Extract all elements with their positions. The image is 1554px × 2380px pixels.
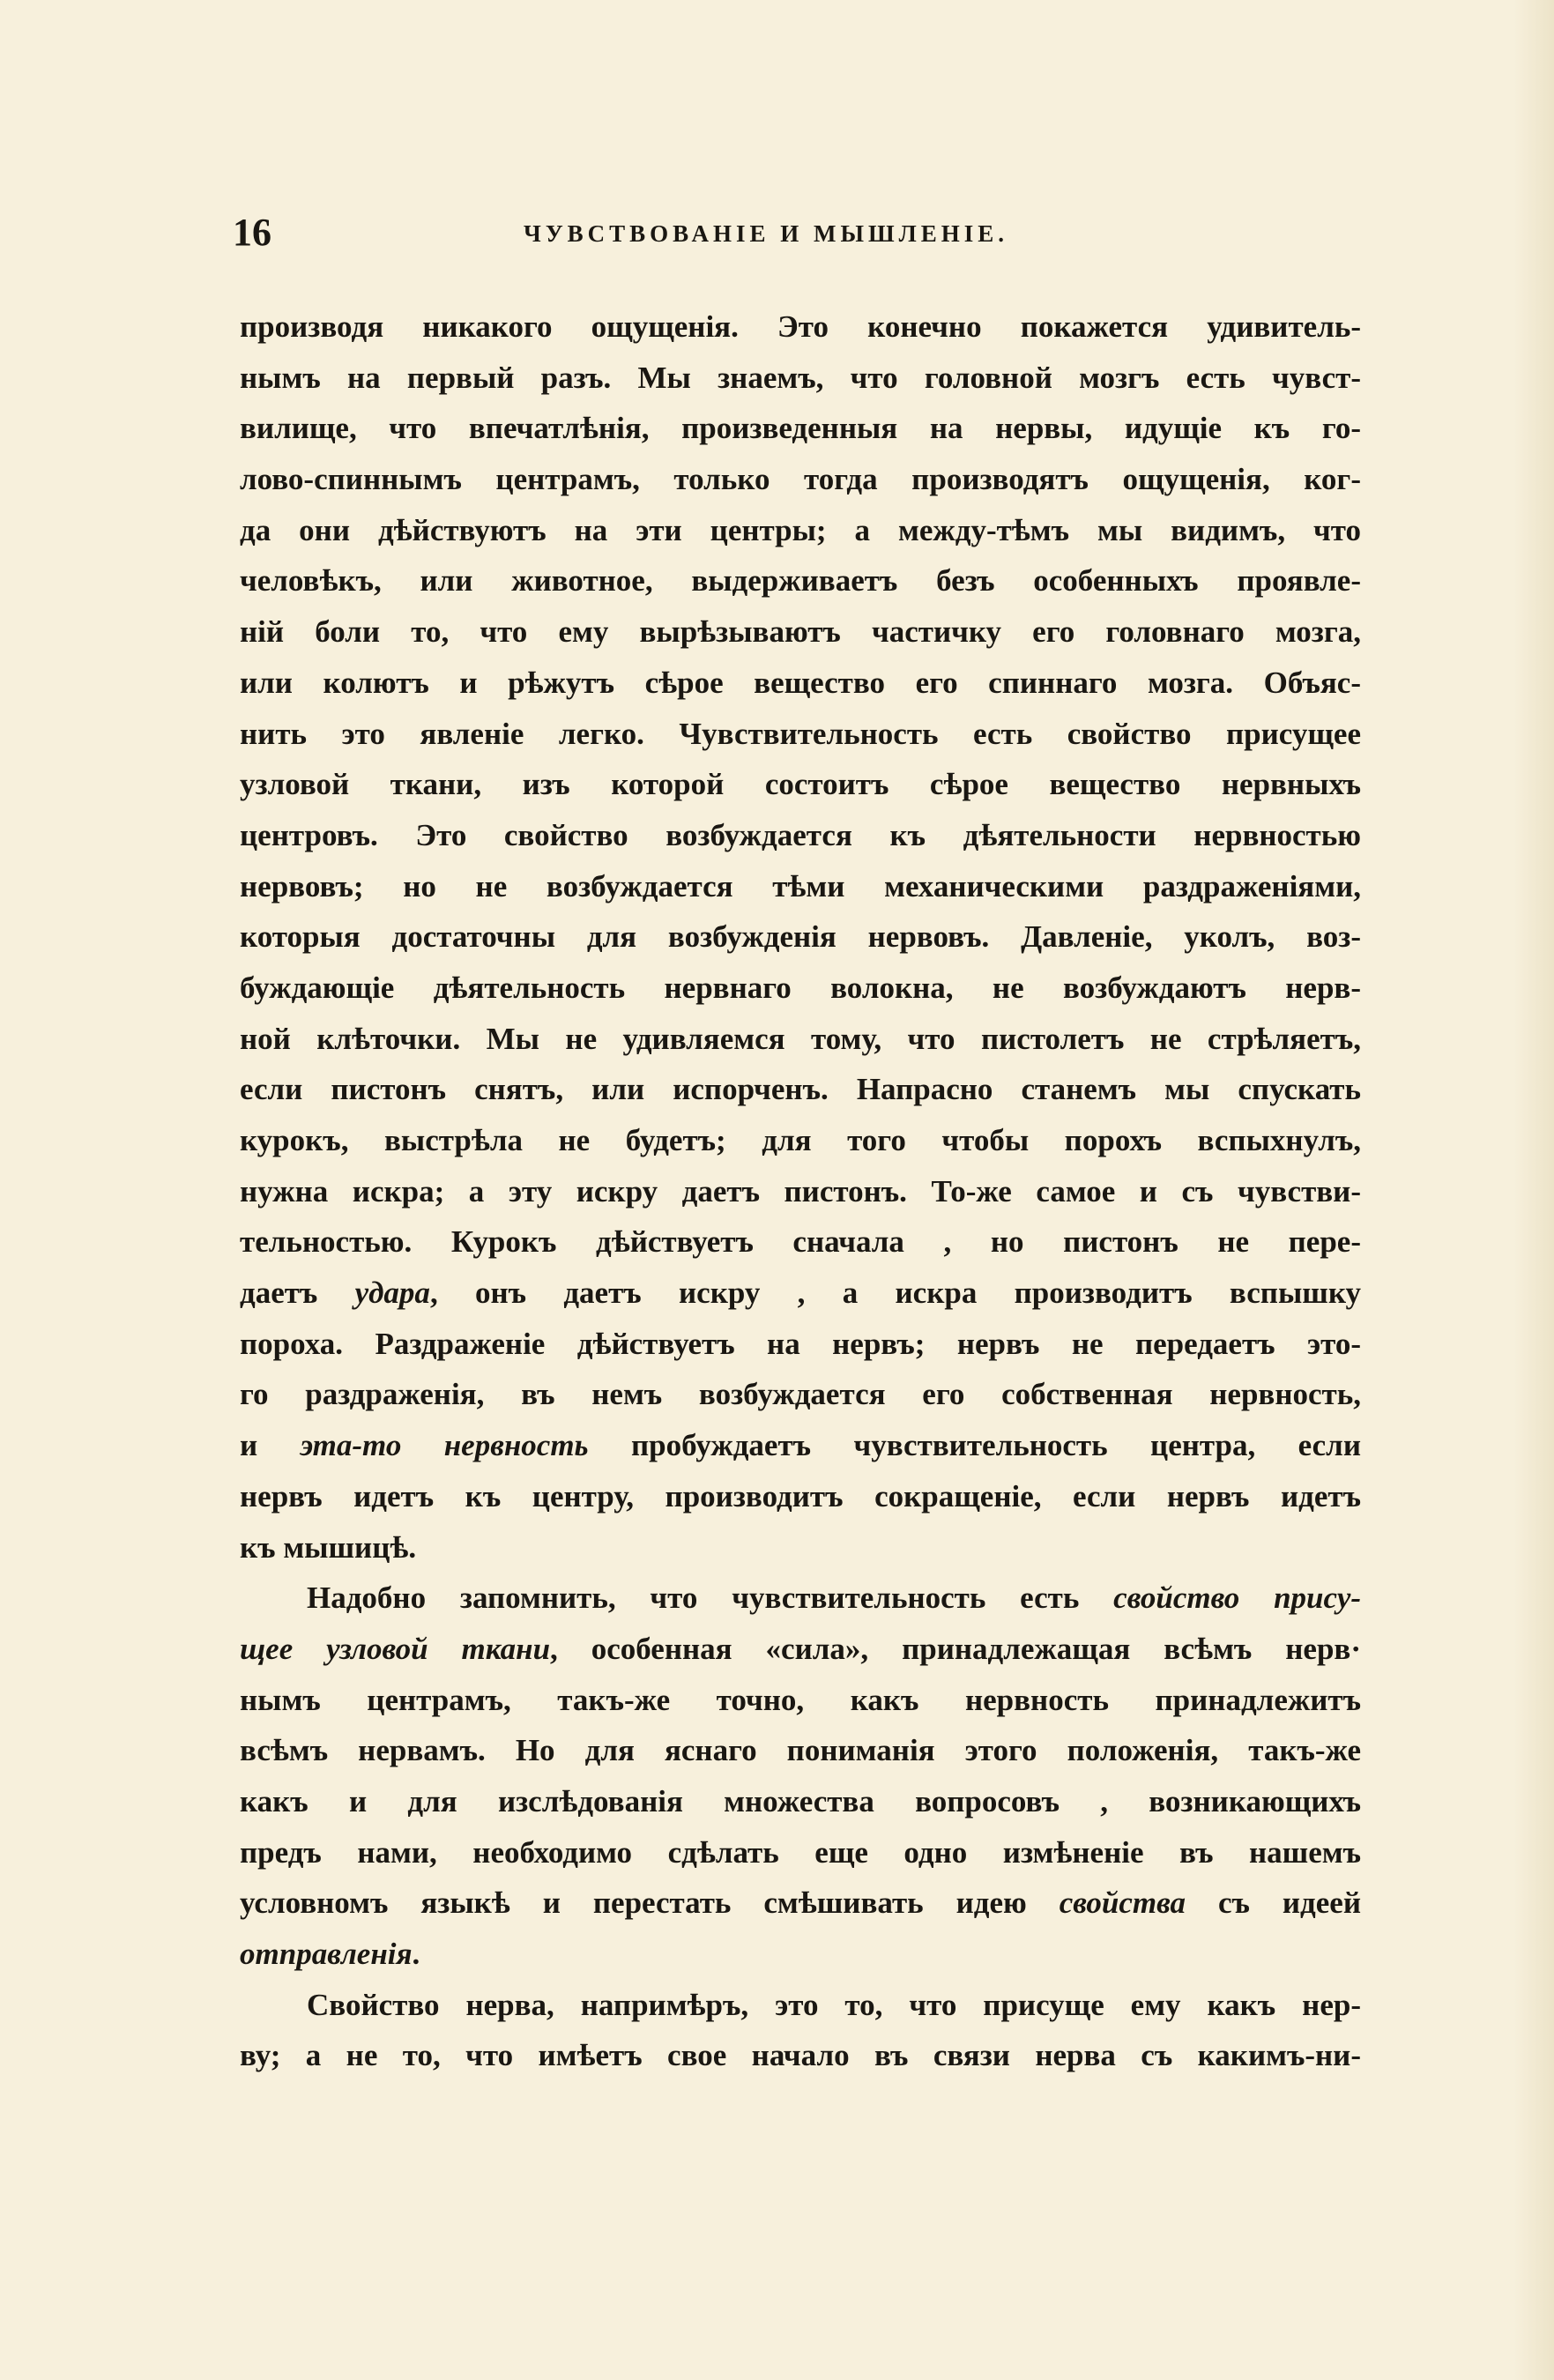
text-line bbox=[240, 1573, 1361, 1624]
text-run: , онъ даетъ искру , а искра производитъ вспышку bbox=[429, 1276, 1361, 1311]
page-number: 16 bbox=[233, 211, 271, 254]
text-line: нымъ на первый разъ. Мы знаемъ, что головной мозгъ есть чувст- bbox=[240, 360, 1361, 395]
text-line: ву; а не то, что имѣетъ свое начало въ связи нерва съ какимъ-ни- bbox=[240, 2038, 1361, 2073]
text-run: и bbox=[240, 1428, 301, 1463]
text-line bbox=[240, 1878, 1361, 1929]
text-line bbox=[240, 1624, 1361, 1675]
text-run: . bbox=[412, 1937, 420, 1971]
text-run: Надобно запомнить, что чувствительность есть bbox=[307, 1580, 1114, 1616]
text-line bbox=[240, 1420, 1361, 1471]
text-line: нымъ центрамъ, такъ-же точно, какъ нервность принадлежитъ bbox=[240, 1682, 1361, 1717]
text-line: какъ и для изслѣдованія множества вопросовъ , возникающихъ bbox=[240, 1783, 1361, 1818]
text-line: ній боли то, что ему вырѣзываютъ частичку его головнаго мозга, bbox=[240, 614, 1361, 650]
text-run: пробуждаетъ чувствительность центра, если bbox=[588, 1428, 1361, 1463]
italic-emphasis: свойства bbox=[1059, 1885, 1186, 1921]
text-line bbox=[240, 1268, 1361, 1319]
text-line: Свойство нерва, напримѣръ, это то, что присуще ему какъ нер- bbox=[307, 1987, 1361, 2022]
text-line: ной клѣточки. Мы не удивляемся тому, что пистолетъ не стрѣляетъ, bbox=[240, 1021, 1361, 1056]
text-run: условномъ языкѣ и перестать смѣшивать идею bbox=[240, 1885, 1060, 1921]
text-line: человѣкъ, или животное, выдерживаетъ безъ особенныхъ проявле- bbox=[240, 563, 1361, 599]
running-head bbox=[233, 211, 1361, 254]
text-line: буждающіе дѣятельность нервнаго волокна, не возбуждаютъ нерв- bbox=[240, 970, 1361, 1005]
text-line: нервъ идетъ къ центру, производитъ сокращеніе, если нервъ идетъ bbox=[240, 1478, 1361, 1514]
text-line: лово-спиннымъ центрамъ, только тогда производятъ ощущенія, ког- bbox=[240, 462, 1361, 497]
text-line: если пистонъ снятъ, или испорченъ. Напрасно станемъ мы спускать bbox=[240, 1072, 1361, 1107]
text-line bbox=[240, 1929, 1361, 1980]
running-title: ЧУВСТВОВАНІЕ И МЫШЛЕНІЕ. bbox=[524, 220, 1009, 247]
text-line: всѣмъ нервамъ. Но для яснаго пониманія этого положенія, такъ-же bbox=[240, 1733, 1361, 1768]
text-line: центровъ. Это свойство возбуждается къ дѣятельности нервностью bbox=[240, 817, 1361, 852]
text-line: курокъ, выстрѣла не будетъ; для того чтобы порохъ вспыхнулъ, bbox=[240, 1123, 1361, 1157]
italic-emphasis: свойство прису- bbox=[1113, 1580, 1361, 1616]
page-edge-shadow bbox=[1513, 0, 1554, 2380]
text-line: производя никакого ощущенія. Это конечно покажется удивитель- bbox=[240, 309, 1361, 344]
text-line: тельностью. Курокъ дѣйствуетъ сначала , но пистонъ не пере- bbox=[240, 1224, 1361, 1260]
text-line: къ мышицѣ. bbox=[240, 1529, 417, 1565]
text-line: да они дѣйствуютъ на эти центры; а между-тѣмъ мы видимъ, что bbox=[240, 512, 1361, 547]
text-line: или колютъ и рѣжутъ сѣрое вещество его спиннаго мозга. Объяс- bbox=[240, 665, 1361, 700]
text-run: съ идеей bbox=[1186, 1885, 1361, 1921]
body-text bbox=[240, 301, 1361, 2081]
text-run: , особенная «сила», принадлежащая всѣмъ нерв· bbox=[550, 1631, 1361, 1666]
text-line: пороха. Раздраженіе дѣйствуетъ на нервъ; нервъ не передаетъ это- bbox=[240, 1326, 1361, 1361]
text-run: даетъ bbox=[240, 1276, 355, 1311]
text-line: которыя достаточны для возбужденія нервовъ. Давленіе, уколъ, воз- bbox=[240, 919, 1361, 955]
italic-emphasis: эта-то нервность bbox=[300, 1428, 589, 1463]
text-line: нить это явленіе легко. Чувствительность есть свойство присущее bbox=[240, 716, 1361, 751]
italic-emphasis: щее узловой ткани bbox=[240, 1631, 551, 1666]
text-line: нервовъ; но не возбуждается тѣми механическими раздраженіями, bbox=[240, 868, 1361, 904]
italic-emphasis: удара bbox=[354, 1276, 430, 1311]
text-line: го раздраженія, въ немъ возбуждается его собственная нервность, bbox=[240, 1377, 1361, 1412]
text-line: нужна искра; а эту искру даетъ пистонъ. То-же самое и съ чувстви- bbox=[240, 1173, 1361, 1209]
italic-emphasis: отправленія bbox=[240, 1937, 413, 1971]
text-line: предъ нами, необходимо сдѣлать еще одно измѣненіе въ нашемъ bbox=[240, 1834, 1361, 1870]
text-line: вилище, что впечатлѣнія, произведенныя на нервы, идущіе къ го- bbox=[240, 411, 1361, 446]
text-line: узловой ткани, изъ которой состоитъ сѣрое вещество нервныхъ bbox=[240, 767, 1361, 802]
